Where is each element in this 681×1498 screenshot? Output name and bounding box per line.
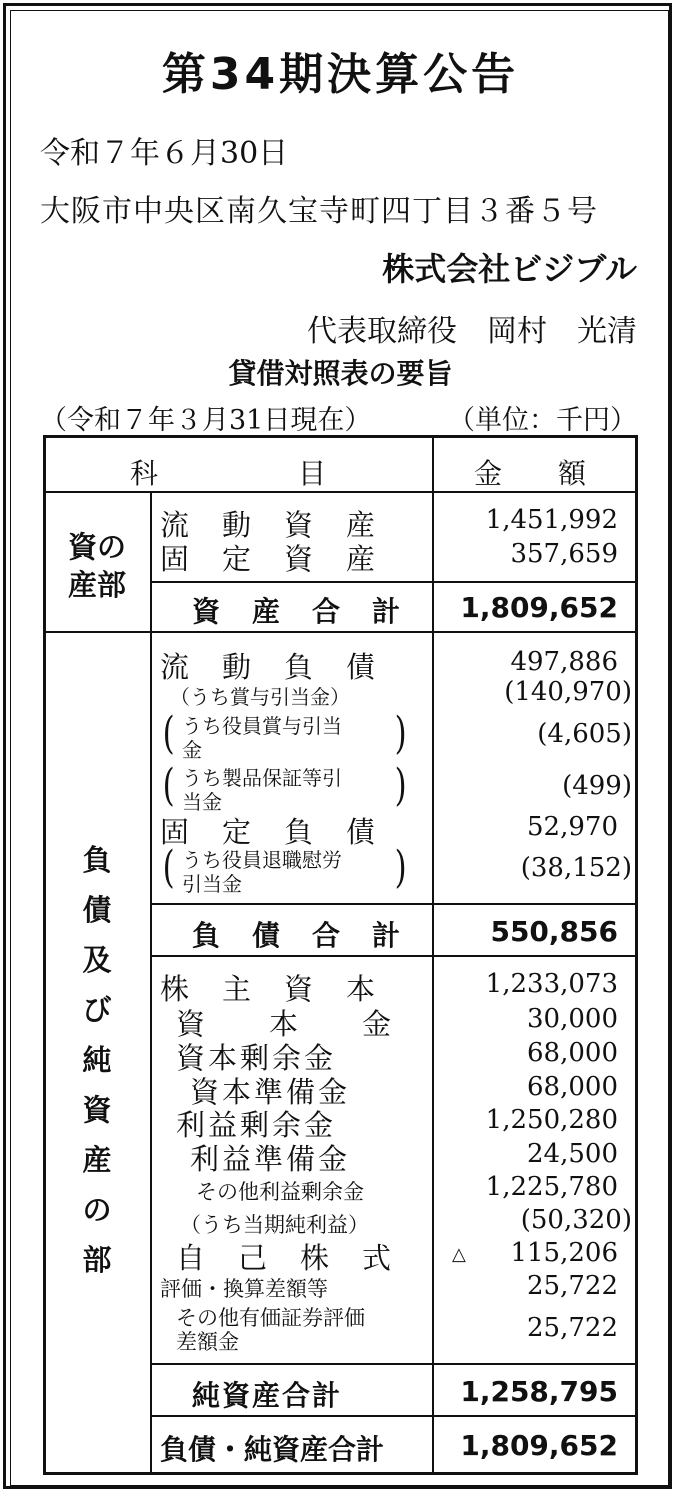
negative-triangle-icon: △ (452, 1244, 466, 1265)
legal-reserve-label: 利益準備金 (190, 1142, 351, 1176)
valuation-adjustments-value: 25,722 (527, 1271, 618, 1301)
capital-stock-value: 30,000 (527, 1004, 618, 1034)
liab-section-char-1: 負 (82, 843, 112, 877)
notice-date: 令和７年６月30日 (40, 136, 289, 171)
net-total-top-divider (150, 1363, 635, 1365)
legal-reserve-value: 24,500 (527, 1139, 618, 1169)
fixed-liabilities-label: 固 定 負 債 (160, 815, 378, 849)
liab-total-top-divider (150, 903, 635, 905)
bonus-reserve-label: （うち賞与引当金） (170, 685, 350, 709)
liab-section-char-2: 債 (82, 893, 112, 927)
assets-section-line1: 資の (67, 530, 126, 564)
current-assets-value: 1,451,992 (485, 505, 618, 535)
fixed-assets-value: 357,659 (510, 539, 618, 569)
net-income-value: (50,320) (520, 1205, 632, 1235)
current-assets-label: 流 動 資 産 (160, 508, 378, 542)
officer-bonus-value: (4,605) (537, 719, 632, 749)
fixed-liabilities-value: 52,970 (527, 812, 618, 842)
as-of-date: （令和７年３月31日現在） (40, 405, 372, 436)
officer-bonus-line2: 金 (182, 738, 202, 762)
treasury-stock-label: 自 己 株 式 (176, 1241, 394, 1275)
liab-total-bottom-divider (150, 955, 635, 957)
unit-label: （単位：千円） (448, 405, 637, 436)
warranty-value: (499) (562, 771, 632, 801)
representative: 代表取締役 岡村 光清 (307, 314, 637, 349)
liab-section-char-5: 純 (82, 1043, 112, 1077)
header-amount: 金 額 (474, 457, 587, 490)
total-assets-value: 1,809,652 (460, 591, 618, 624)
liab-section-char-7: 産 (82, 1143, 112, 1177)
capital-stock-label: 資 本 金 (176, 1007, 394, 1041)
warranty-line1: うち製品保証等引 (182, 766, 342, 790)
capital-surplus-value: 68,000 (527, 1038, 618, 1068)
liab-section-char-6: 資 (82, 1093, 112, 1127)
current-liabilities-label: 流 動 負 債 (160, 650, 378, 684)
treasury-stock-value: 115,206 (510, 1238, 618, 1268)
fixed-assets-label: 固 定 資 産 (160, 542, 378, 576)
total-liabilities-label: 負 債 合 計 (192, 919, 403, 952)
asset-total-divider (150, 581, 635, 583)
company-address: 大阪市中央区南久宝寺町四丁目３番５号 (40, 194, 598, 229)
open-paren-icon: ( (162, 760, 175, 811)
grand-total-value: 1,809,652 (460, 1429, 618, 1462)
current-liabilities-value: 497,886 (510, 647, 618, 677)
balance-sheet-title: 貸借対照表の要旨 (228, 357, 453, 390)
liab-section-char-8: の (82, 1193, 112, 1227)
retained-earnings-label: 利益剰余金 (176, 1108, 337, 1142)
warranty-line2: 当金 (182, 790, 222, 814)
close-paren-icon: ) (394, 760, 407, 811)
securities-valuation-line1: その他有価証券評価 (176, 1306, 365, 1330)
company-name: 株式会社ビジブル (382, 250, 637, 288)
assets-section-line2: 産部 (67, 568, 126, 602)
close-paren-icon: ) (394, 708, 407, 759)
other-retained-earnings-value: 1,225,780 (485, 1172, 618, 1202)
section-column-divider (150, 491, 152, 1472)
notice-title: 第34期決算公告 (161, 49, 520, 100)
total-liabilities-value: 550,856 (490, 915, 618, 948)
securities-valuation-value: 25,722 (527, 1313, 618, 1343)
assets-section-divider (46, 631, 635, 633)
retirement-line2: 引当金 (182, 872, 242, 896)
shareholders-equity-value: 1,233,073 (485, 969, 618, 999)
retirement-line1: うち役員退職慰労 (182, 848, 342, 872)
officer-bonus-line1: うち役員賞与引当 (182, 714, 342, 738)
net-assets-total-value: 1,258,795 (460, 1375, 618, 1408)
retirement-value: (38,152) (520, 853, 632, 883)
liab-section-char-9: 部 (82, 1243, 112, 1277)
securities-valuation-line2: 差額金 (176, 1330, 239, 1354)
shareholders-equity-label: 株 主 資 本 (160, 972, 378, 1006)
grand-total-top-divider (150, 1415, 635, 1417)
retained-earnings-value: 1,250,280 (485, 1105, 618, 1135)
net-income-label: （うち当期純利益） (180, 1213, 369, 1237)
close-paren-icon: ) (394, 842, 407, 893)
capital-surplus-label: 資本剰余金 (176, 1041, 337, 1075)
open-paren-icon: ( (162, 842, 175, 893)
other-retained-earnings-label: その他利益剰余金 (196, 1180, 364, 1204)
capital-reserve-value: 68,000 (527, 1072, 618, 1102)
net-assets-total-label: 純資産合計 (192, 1379, 343, 1412)
liab-section-char-3: 及 (82, 943, 112, 977)
liab-section-char-4: び (82, 993, 112, 1027)
bonus-reserve-value: (140,970) (504, 677, 632, 707)
capital-reserve-label: 資本準備金 (190, 1075, 351, 1109)
open-paren-icon: ( (162, 708, 175, 759)
total-assets-label: 資 産 合 計 (192, 595, 403, 628)
valuation-adjustments-label: 評価・換算差額等 (160, 1277, 328, 1301)
grand-total-label: 負債・純資産合計 (160, 1433, 385, 1466)
header-item: 科 目 (130, 457, 327, 490)
